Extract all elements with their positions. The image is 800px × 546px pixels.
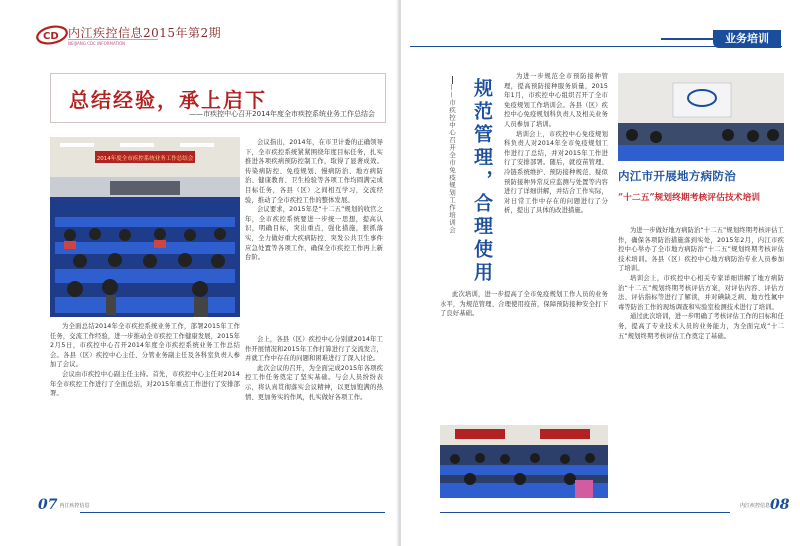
magazine-subtitle-rule [68,39,158,46]
paragraph: 通过此次培训，进一步明确了考核评估工作的目标和任务，提高了专业技术人员的业务能力，为全面完成“十二五”规划终期考核评估工作奠定了基础。 [618,313,784,340]
headline-sub: “十二五”规划终期考核评估技术培训 [618,193,761,203]
footer-rule-left [80,512,385,513]
meeting-photo-large [50,137,240,317]
paragraph: 培训会上，市疾控中心相关专家详细讲解了地方病防治“十二五”规划终期考核评估方案，对评估内容、评估方法、评估指标等进行了解读，并对碘缺乏病、地方性氟中毒等防治工作的现场调查和实验室检测技术进行了培训。 [618,274,784,311]
paragraph: 为进一步做好地方病防治“十二五”规划终期考核评估工作，确保各项防治措施落到实处，2015年2月，内江市疾控中心举办了全市地方病防治“十二五”规划终期考核评估技术培训。各县（区）疾控中心地方病防治专业人员参加了培训。 [618,227,784,273]
training-photo-bottom [440,425,608,498]
page-number-left: 07 内江疾控信息 [38,497,90,513]
vertical-dash [452,76,453,84]
svg-text:CD: CD [43,31,59,42]
paragraph: 会上，各县（区）疾控中心分别就2014年工作开展情况和2015年工作打算进行了交流发言，并就工作中存在的问题和困难进行了深入讨论。 [245,336,383,363]
paragraph: 此次会议的召开，为全面完成2015年各项疾控工作任务奠定了坚实基础。与会人员纷纷表示，将认真贯彻落实会议精神，以更加饱满的热情、更加务实的作风，扎实做好各项工作。 [245,364,383,401]
headline-box [618,168,784,218]
headline-main: 内江市开展地方病防治 [618,169,736,183]
meeting-banner-text: 2014年度全市疾控系统业务工作总结会 [96,156,194,162]
right-column-a [504,72,608,284]
left-column-2 [245,138,383,332]
article-title-box [50,73,386,123]
magazine-title: 内江疾控信息2015年第2期 [68,26,222,40]
paragraph: 为进一步规范全市预防接种管理，提高预防接种服务质量，2015年1月，市疾控中心组织召开了全市免疫规划工作培训会。各县（区）疾控中心免疫规划科负责人及相关业务人员参加了培训。 [504,73,608,128]
magazine-subtitle: NEIJIANG CDC INFORMATION [68,41,126,46]
paragraph: 会议指出，2014年，在市卫计委的正确领导下，全市疾控系统紧紧围绕年度目标任务，扎实推进各项疾病预防控制工作，取得了显著成效。传染病防控、免疫规划、慢病防治、地方病防治、健康教育、卫生检验等各项工作均圆满完成目标任务，各县（区）之间相互学习，交流经验，推动了全市疾控工作的整体发展。 [245,139,383,204]
article-subtitle: ——市疾控中心召开2014年度全市疾控系统业务工作总结会 [189,110,375,118]
training-photo-top [618,73,784,161]
footer-rule-right [440,512,730,513]
header-rule-right [410,46,782,47]
paragraph: 此次培训，进一步提高了全市免疫规划工作人员的业务水平，为规范管理、合理使用疫苗，保障预防接种安全打下了良好基础。 [440,291,608,318]
left-page [0,0,399,546]
paragraph: 培训会上，市疾控中心免疫规划科负责人对2014年全市免疫规划工作进行了总结，并对2015年工作进行了安排部署。随后，就疫苗管理、冷链系统维护、预防接种规范、疑似预防接种异常反应监测与处置等内容进行了详细讲解，并结合工作实际，对日常工作中存在的问题进行了分析，提出了具体的改进措施。 [504,130,608,215]
right-column-b [440,290,608,420]
article-title: 总结经验，承上启下 [69,88,267,112]
page-number-right: 内江疾控信息08 [740,497,790,513]
left-column-1 [50,322,240,500]
right-column-c [618,226,784,498]
article-vertical-title: 规范管理，合理使用 [471,78,493,285]
paragraph: 会议要求，2015年是“十二五”规划的收官之年，全市疾控系统要进一步统一思想，提高认识，明确目标，突出重点，强化措施，狠抓落实，全力做好重大疾病防控、突发公共卫生事件应急处置等各项工作，确保全市疾控工作再上新台阶。 [245,206,383,262]
paragraph: 会议由市疾控中心副主任主持。首先，市疾控中心主任对2014年全市疾控工作进行了全面总结，对2015年重点工作进行了安排部署。 [50,370,240,398]
left-column-3 [245,335,383,500]
article-vertical-subtitle: ——市疾控中心召开全市免疫规划工作培训会 [448,84,456,234]
section-tab: 业务培训 [713,30,781,48]
paragraph: 为全面总结2014年全市疾控系统业务工作，部署2015年工作任务，交流工作经验，进一步推动全市疾控工作健康发展，2015年2月5日，市疾控中心召开2014年度全市疾控系统业务工作总结会。各县（区）疾控中心主任、分管业务副主任及各科室负责人参加了会议。 [50,323,240,369]
